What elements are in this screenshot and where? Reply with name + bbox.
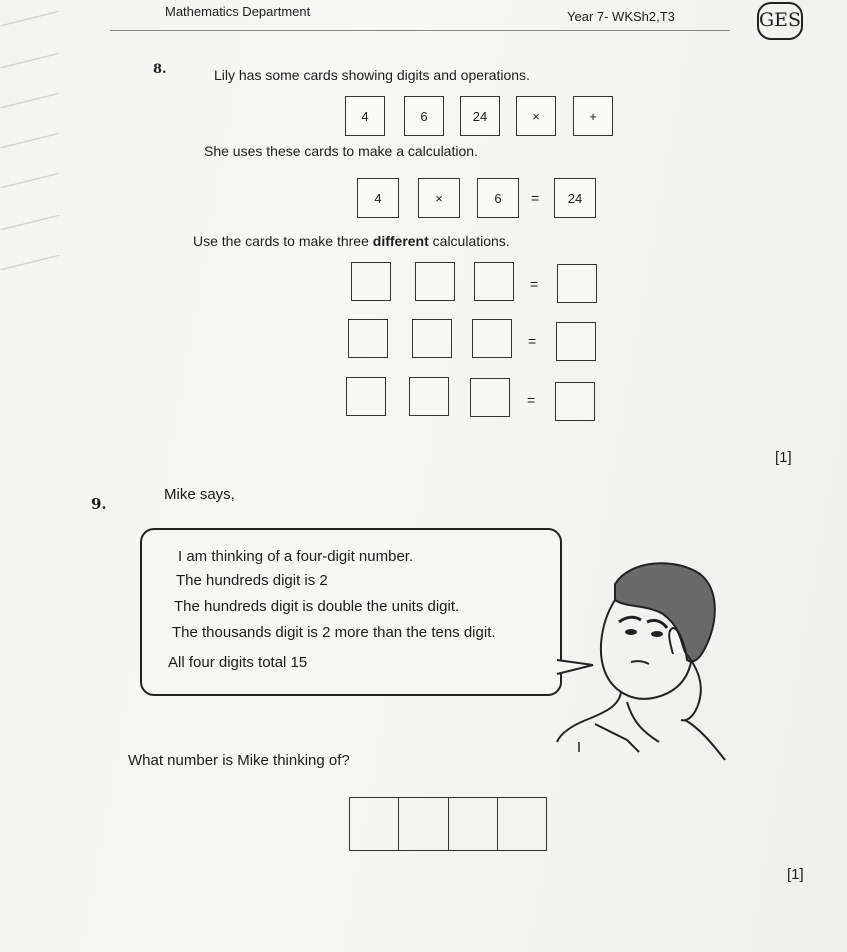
q8-intro: Lily has some cards showing digits and operations. — [214, 67, 530, 83]
collar-left — [595, 724, 639, 752]
eyebrow-right — [647, 620, 667, 628]
answer-box[interactable] — [557, 264, 597, 303]
card-24: 24 — [460, 96, 500, 136]
eyebrow-left — [619, 617, 641, 622]
answer-box[interactable] — [472, 319, 512, 358]
q8-mark: [1] — [775, 449, 792, 466]
example-card-24: 24 — [554, 178, 596, 218]
answer-box[interactable] — [474, 262, 514, 301]
department-label: Mathematics Department — [165, 4, 311, 19]
answer-box[interactable] — [415, 262, 455, 301]
digit-box[interactable] — [449, 798, 498, 850]
q9-number: 9. — [91, 495, 107, 513]
four-digit-answer-grid[interactable] — [349, 797, 547, 851]
q9-mark: [1] — [787, 866, 804, 883]
answer-box[interactable] — [409, 377, 449, 416]
row2-equals: = — [528, 333, 537, 349]
answer-box[interactable] — [412, 319, 452, 358]
example-card-6: 6 — [477, 178, 519, 218]
instruction-text-b: calculations. — [428, 233, 510, 249]
answer-box[interactable] — [470, 378, 510, 417]
collar-line — [627, 702, 659, 742]
shoulder-line — [557, 692, 621, 742]
edge-line — [1, 93, 59, 108]
answer-box[interactable] — [556, 322, 596, 361]
speech-line: The hundreds digit is double the units digit. — [174, 598, 460, 615]
eye-right — [651, 631, 663, 637]
card-6: 6 — [404, 96, 444, 136]
example-card-multiply: × — [418, 178, 460, 218]
row3-equals: = — [527, 392, 536, 408]
speech-line: The hundreds digit is 2 — [176, 572, 328, 589]
example-card-4: 4 — [357, 178, 399, 218]
row1-equals: = — [530, 276, 539, 292]
card-divide: + — [573, 96, 613, 136]
thinking-boy-illustration — [535, 552, 745, 767]
example-equals: = — [531, 190, 540, 206]
digit-box[interactable] — [399, 798, 448, 850]
instruction-text-a: Use the cards to make three — [193, 233, 373, 249]
answer-box[interactable] — [555, 382, 595, 421]
edge-line — [1, 133, 59, 148]
q8-instruction — [193, 233, 510, 249]
edge-line — [1, 173, 59, 188]
digit-box[interactable] — [350, 798, 399, 850]
edge-line — [1, 53, 59, 68]
q8-middle-text: She uses these cards to make a calculation. — [204, 143, 478, 159]
speech-line: All four digits total 15 — [168, 654, 308, 671]
digit-box[interactable] — [498, 798, 546, 850]
edge-line — [1, 11, 59, 26]
eye-left — [625, 629, 637, 635]
card-multiply: × — [516, 96, 556, 136]
school-logo: GES — [757, 2, 803, 40]
hair-shape — [615, 563, 715, 661]
speech-bubble — [140, 528, 562, 696]
edge-line — [1, 215, 59, 230]
answer-box[interactable] — [346, 377, 386, 416]
instruction-bold: different — [372, 233, 429, 249]
answer-box[interactable] — [348, 319, 388, 358]
header-rule — [110, 30, 730, 31]
q8-number: 8. — [153, 62, 167, 77]
q9-question: What number is Mike thinking of? — [128, 752, 350, 769]
card-4: 4 — [345, 96, 385, 136]
edge-line — [1, 255, 59, 270]
mouth — [631, 661, 649, 664]
q9-intro: Mike says, — [164, 486, 235, 503]
year-label: Year 7- WKSh2,T3 — [567, 9, 675, 24]
arm-line — [685, 720, 725, 760]
bubble-pointer — [557, 660, 593, 674]
answer-box[interactable] — [351, 262, 391, 301]
speech-line: The thousands digit is 2 more than the tens digit. — [172, 624, 496, 641]
speech-line: I am thinking of a four-digit number. — [178, 548, 414, 565]
